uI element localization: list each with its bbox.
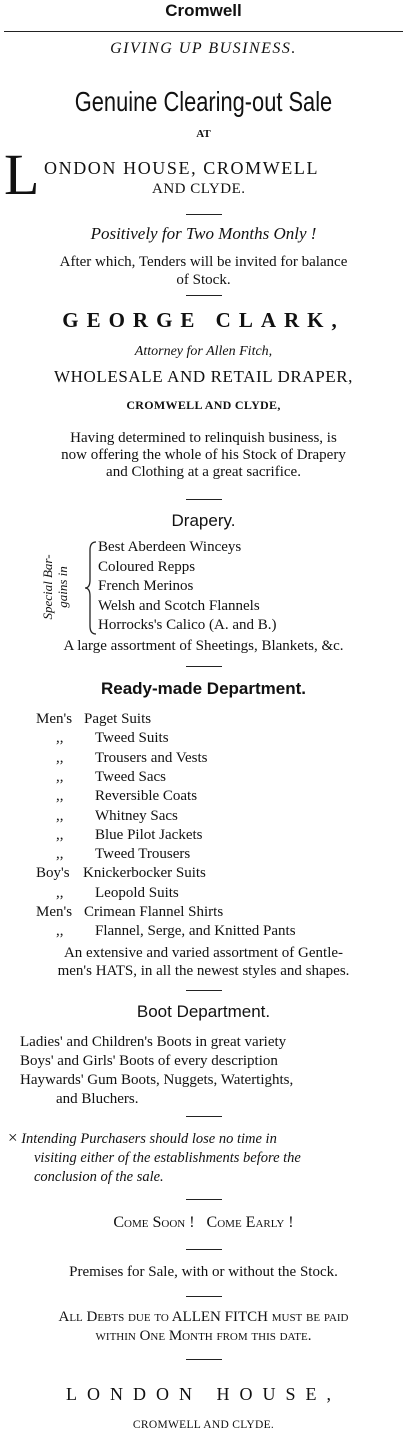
ready-made-prefix: ,, [56, 788, 64, 805]
divider [186, 990, 222, 991]
divider [186, 1199, 222, 1200]
boots-line: Boys' and Girls' Boots of every description [20, 1053, 278, 1069]
merchant-name: GEORGE CLARK, [62, 308, 345, 332]
ready-made-item: Paget Suits [84, 711, 152, 727]
venue-line1: ONDON HOUSE, CROMWELL [44, 158, 320, 178]
masthead-rule [4, 31, 403, 32]
drapery-item: Best Aberdeen Winceys [98, 539, 242, 555]
ready-made-item: Tweed Suits [95, 730, 169, 747]
venue [0, 142, 407, 207]
debts-line: All Debts due to ALLEN FITCH must be paid [58, 1309, 349, 1325]
drapery-heading: Drapery. [171, 511, 236, 530]
notice-line: Intending Purchasers should lose no time in [21, 1131, 277, 1147]
drapery-item: Welsh and Scotch Flannels [98, 597, 260, 614]
boots-line: and Bluchers. [56, 1091, 139, 1107]
ready-made-footer-line: An extensive and varied assortment of Gentle- [63, 945, 344, 961]
brace-icon [84, 540, 98, 636]
ready-made-footer-line: men's HATS, in all the newest styles and shapes. [57, 963, 350, 979]
drapery-side-label [32, 538, 76, 636]
at-word: AT [196, 128, 211, 140]
ready-made-item: Crimean Flannel Shirts [84, 904, 224, 920]
divider [186, 666, 222, 667]
merchant-trade: WHOLESALE AND RETAIL DRAPER, [53, 367, 354, 386]
ready-made-prefix: Boy's [36, 865, 70, 882]
intro [0, 430, 407, 481]
notice-line: visiting either of the establishments before the [34, 1150, 301, 1166]
premises-note: Premises for Sale, with or without the Stock. [69, 1264, 338, 1280]
divider [186, 214, 222, 215]
intro-line: and Clothing at a great sacrifice. [106, 464, 301, 480]
ready-made-item: Reversible Coats [95, 788, 198, 805]
divider [186, 499, 222, 500]
ready-made-prefix: Men's [36, 711, 73, 727]
ready-made-item: Tweed Sacs [95, 768, 167, 785]
headline: GIVING UP BUSINESS. [110, 40, 297, 57]
drapery-footer: A large assortment of Sheetings, Blankets, &c. [63, 638, 344, 654]
ready-made-prefix: ,, [56, 730, 64, 747]
ready-made-prefix: ,, [56, 846, 64, 863]
ready-made-prefix: ,, [56, 884, 64, 901]
ready-made-footer [0, 944, 407, 980]
boots-heading: Boot Department. [136, 1002, 271, 1021]
tender-note-line: of Stock. [176, 272, 231, 288]
merchant-role: Attorney for Allen Fitch, [134, 344, 273, 359]
debts-note [0, 1308, 407, 1346]
ready-made-heading: Ready-made Department. [100, 679, 306, 698]
merchant-location: CROMWELL AND CLYDE, [126, 398, 281, 412]
divider [186, 1116, 222, 1117]
cross-icon: × [8, 1128, 18, 1147]
ready-made-item: Whitney Sacs [95, 807, 178, 824]
tender-note-line: After which, Tenders will be invited for balance [59, 254, 348, 270]
drapery-item: Horrocks's Calico (A. and B.) [98, 617, 277, 633]
drapery-item: French Merinos [98, 578, 194, 594]
divider [186, 1359, 222, 1360]
venue-line2: AND CLYDE. [152, 181, 246, 197]
closing-location: CROMWELL AND CLYDE. [132, 1419, 275, 1431]
boots-line: Haywards' Gum Boots, Nuggets, Watertights, [20, 1072, 294, 1088]
ready-made-item: Knickerbocker Suits [83, 865, 206, 882]
masthead: Cromwell [165, 1, 242, 20]
ready-made-item: Trousers and Vests [95, 749, 208, 766]
ready-made-prefix: ,, [56, 807, 64, 824]
ready-made-prefix: ,, [56, 826, 64, 843]
boots-lines [0, 1033, 407, 1109]
call-to-action: Come Soon ! Come Early ! [113, 1214, 294, 1231]
duration: Positively for Two Months Only ! [90, 224, 317, 243]
notice-line: conclusion of the sale. [34, 1169, 164, 1185]
drapery-bargains [0, 538, 407, 638]
sale-title: Genuine Clearing-out Sale [74, 86, 333, 117]
notice [0, 1128, 407, 1187]
debts-line: within One Month from this date. [95, 1328, 312, 1344]
ready-made-prefix: ,, [56, 923, 64, 940]
intro-line: Having determined to relinquish business, is [70, 430, 337, 446]
tender-note [0, 253, 407, 289]
divider [186, 1249, 222, 1250]
drapery-item: Coloured Repps [98, 558, 196, 575]
closing-name: LONDON HOUSE, [66, 1384, 341, 1404]
boots-line: Ladies' and Children's Boots in great variety [20, 1034, 287, 1050]
ready-made-item: Tweed Trousers [95, 846, 191, 863]
ready-made-prefix: Men's [36, 904, 73, 920]
ready-made-item: Leopold Suits [95, 884, 179, 901]
ready-made-item: Blue Pilot Jackets [95, 826, 203, 843]
side-label-line: gains in [55, 566, 70, 608]
intro-line: now offering the whole of his Stock of Drapery [61, 447, 346, 463]
divider [186, 295, 222, 296]
divider [186, 1296, 222, 1297]
side-label-line: Special Bar- [40, 554, 55, 620]
ready-made-item: Flannel, Serge, and Knitted Pants [95, 923, 296, 940]
drop-cap: L [4, 142, 40, 207]
ready-made-prefix: ,, [56, 768, 64, 785]
ready-made-list [0, 710, 407, 942]
ready-made-prefix: ,, [56, 749, 64, 766]
